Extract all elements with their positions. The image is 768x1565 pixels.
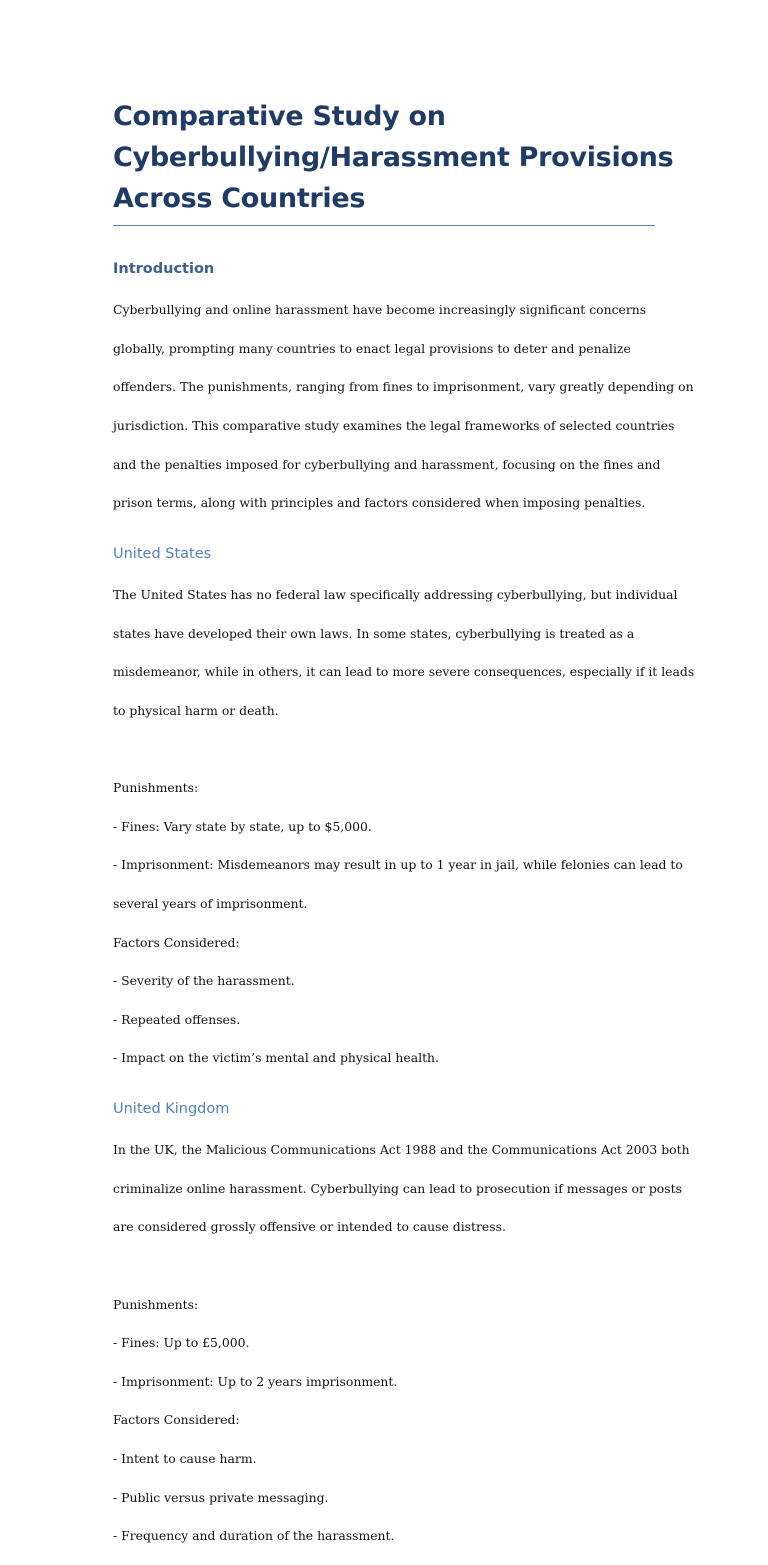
section-heading-united-kingdom: United Kingdom	[113, 1100, 230, 1117]
text-line: Factors Considered:	[113, 1412, 240, 1428]
text-line: Factors Considered:	[113, 934, 240, 950]
text-line: In the UK, the Malicious Communications Act 1988 and the Communications Act 2003 both	[113, 1142, 690, 1158]
title-line: Cyberbullying/Harassment Provisions	[113, 142, 674, 173]
text-line: Punishments:	[113, 1296, 199, 1312]
united-kingdom-paragraph	[113, 1121, 690, 1565]
blank-line	[113, 1256, 655, 1275]
text-line: - Intent to cause harm.	[113, 1450, 257, 1466]
text-line: offenders. The punishments, ranging from fines to imprisonment, vary greatly depending on	[113, 379, 694, 395]
section-heading-united-states: United States	[113, 545, 212, 562]
text-line: - Frequency and duration of the harassment.	[113, 1528, 395, 1544]
text-line: to physical harm or death.	[113, 702, 279, 718]
text-line: - Imprisonment: Misdemeanors may result in up to 1 year in jail, while felonies can lead to	[113, 857, 683, 873]
text-line: several years of imprisonment.	[113, 895, 308, 911]
text-line: - Imprisonment: Up to 2 years imprisonment.	[113, 1373, 398, 1389]
text-line: Cyberbullying and online harassment have become increasingly significant concerns	[113, 302, 647, 318]
document-title	[113, 96, 674, 226]
united-states-paragraph	[113, 566, 695, 1087]
text-line: - Fines: Vary state by state, up to $5,000.	[113, 818, 372, 834]
text-line: and the penalties imposed for cyberbullying and harassment, focusing on the fines and	[113, 456, 661, 472]
text-line: are considered grossly offensive or intended to cause distress.	[113, 1219, 506, 1235]
text-line: - Public versus private messaging.	[113, 1489, 329, 1505]
text-line: jurisdiction. This comparative study examines the legal frameworks of selected countries	[113, 418, 675, 434]
title-line: Across Countries	[113, 183, 366, 214]
section-heading-introduction: Introduction	[113, 261, 215, 277]
text-line: - Severity of the harassment.	[113, 973, 295, 989]
blank-line	[113, 740, 655, 759]
text-line: The United States has no federal law specifically addressing cyberbullying, but individual	[113, 587, 678, 603]
text-line: states have developed their own laws. In some states, cyberbullying is treated as a	[113, 625, 635, 641]
text-line: - Repeated offenses.	[113, 1011, 241, 1027]
text-line: Punishments:	[113, 780, 199, 796]
text-line: criminalize online harassment. Cyberbullying can lead to prosecution if messages or posts	[113, 1180, 682, 1196]
text-line: - Impact on the victim’s mental and physical health.	[113, 1050, 439, 1066]
document-page	[113, 96, 695, 1565]
text-line: - Fines: Up to £5,000.	[113, 1335, 250, 1351]
text-line: globally, prompting many countries to enact legal provisions to deter and penalize	[113, 340, 631, 356]
introduction-paragraph	[113, 281, 694, 532]
text-line: prison terms, along with principles and factors considered when imposing penalties.	[113, 495, 646, 511]
title-line: Comparative Study on	[113, 101, 446, 132]
text-line: misdemeanor, while in others, it can lead to more severe consequences, especially if it leads	[113, 664, 695, 680]
